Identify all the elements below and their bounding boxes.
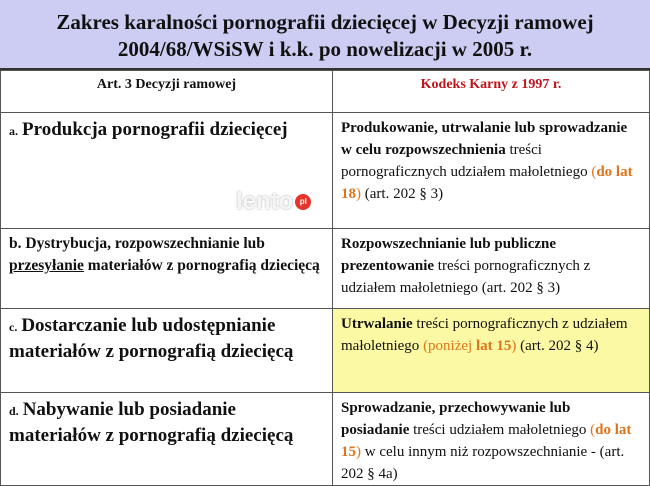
row-c-left-text: Dostarczanie lub udostępnianie materiałów z pornografią dziecięcą — [9, 315, 294, 362]
row-d-left — [1, 393, 333, 486]
seg: ( — [590, 422, 596, 438]
seg: (art. 202 § 3) — [361, 186, 444, 202]
seg: do lat 18 — [341, 164, 633, 202]
row-c-right — [333, 309, 650, 393]
seg: Sprowadzanie, przechowywanie lub posiadanie — [341, 400, 571, 438]
row-b-left — [1, 229, 333, 309]
watermark-text: lento — [236, 188, 294, 215]
header-left: Art. 3 Decyzji ramowej — [1, 71, 333, 113]
title-line-2: 2004/68/WSiSW i k.k. po nowelizacji w 2005 r. — [117, 37, 533, 61]
row-c-left — [1, 309, 333, 393]
table-row — [1, 229, 650, 309]
row-letter: a. — [9, 124, 18, 138]
title-line-1: Zakres karalności pornografii dziecięcej w Decyzji ramowej — [56, 10, 594, 34]
seg: Utrwalanie — [341, 316, 413, 332]
table-header-row — [1, 71, 650, 113]
table-row — [1, 309, 650, 393]
seg: (poniżej — [423, 338, 476, 354]
row-d-right — [333, 393, 650, 486]
seg: treści pornograficznych udziałem małoletniego — [341, 142, 592, 180]
seg: lat 15 — [475, 338, 512, 354]
seg: do lat 15 — [341, 422, 632, 460]
seg: treści pornograficznych z udziałem małoletniego (art. 202 § 3) — [341, 258, 591, 296]
table-row — [1, 393, 650, 486]
comparison-table — [0, 70, 650, 486]
table-row — [1, 113, 650, 229]
seg: przesyłanie — [9, 257, 84, 274]
row-letter: c. — [9, 320, 18, 334]
seg: Dystrybucja, rozpowszechnianie lub — [21, 235, 265, 252]
row-letter: b. — [9, 235, 22, 252]
seg: ) — [356, 186, 361, 202]
header-right: Kodeks Karny z 1997 r. — [333, 71, 650, 113]
seg: w celu innym niż rozpowszechnianie - (art. 202 § 4a) — [341, 444, 625, 482]
row-letter: d. — [9, 404, 19, 418]
seg: treści pornograficznych z udziałem małoletniego — [341, 316, 628, 354]
seg: materiałów z pornografią dziecięcą — [83, 257, 320, 274]
slide-title — [0, 0, 650, 70]
seg: Rozpowszechnianie lub publiczne prezentowanie — [341, 236, 557, 274]
seg: treści udziałem małoletniego — [409, 422, 591, 438]
row-a-right — [333, 113, 650, 229]
watermark-logo — [236, 188, 311, 216]
seg: Produkowanie, utrwalanie lub sprowadzanie w celu rozpowszechnienia — [341, 120, 628, 158]
row-b-right — [333, 229, 650, 309]
row-a-left-text: Produkcja pornografii dziecięcej — [22, 119, 288, 140]
row-d-left-text: Nabywanie lub posiadanie materiałów z pornografią dziecięcą — [9, 399, 294, 446]
seg: (art. 202 § 4) — [516, 338, 599, 354]
seg: ) — [356, 444, 361, 460]
seg: ( — [591, 164, 597, 180]
seg: ) — [511, 338, 517, 354]
watermark-badge-icon: pl — [295, 194, 311, 210]
